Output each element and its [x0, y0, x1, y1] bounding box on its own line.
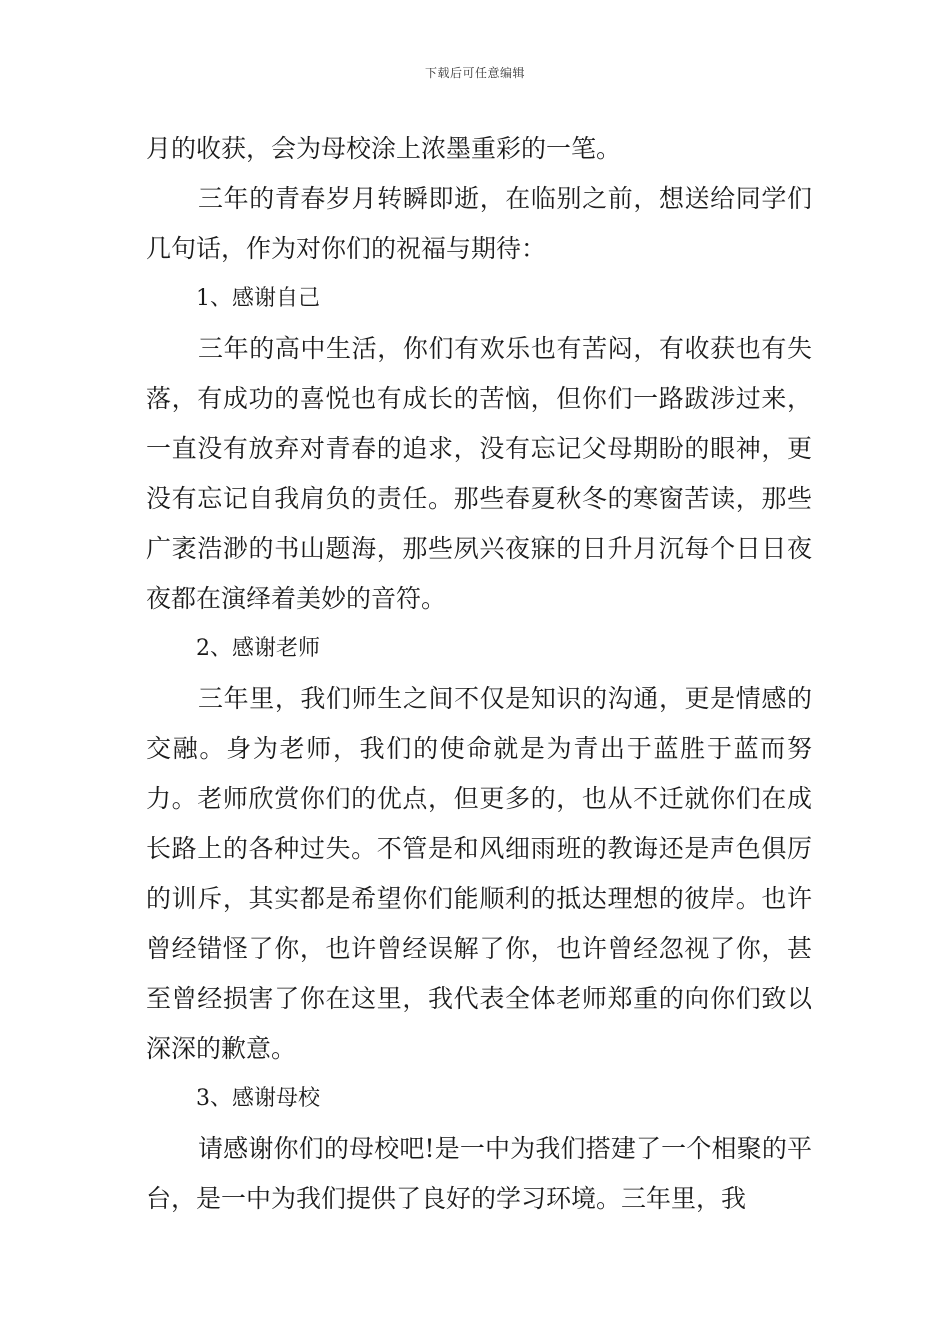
paragraph-intro: 三年的青春岁月转瞬即逝，在临别之前，想送给同学们几句话，作为对你们的祝福与期待：	[146, 184, 812, 263]
header-note: 下载后可任意编辑	[424, 66, 525, 80]
document-body	[146, 124, 812, 1224]
paragraph-thank-school: 请感谢你们的母校吧!是一中为我们搭建了一个相聚的平台，是一中为我们提供了良好的学习环境。三年里，我	[146, 1134, 812, 1213]
paragraph-thank-self: 三年的高中生活，你们有欢乐也有苦闷，有收获也有失落，有成功的喜悦也有成长的苦恼，但你们一路跋涉过来，一直没有放弃对青春的追求，没有忘记父母期盼的眼神，更没有忘记自我肩负的责任。那些春夏秋冬的寒窗苦读，那些广袤浩渺的书山题海，那些夙兴夜寐的日升月沉每个日日夜夜都在演绎着美妙的音符。	[146, 334, 812, 613]
section-heading-1: 1、感谢自己	[196, 286, 320, 311]
paragraph-thank-teachers: 三年里，我们师生之间不仅是知识的沟通，更是情感的交融。身为老师，我们的使命就是为青出于蓝胜于蓝而努力。老师欣赏你们的优点，但更多的，也从不迁就你们在成长路上的各种过失。不管是和风细雨班的教诲还是声色俱厉的训斥，其实都是希望你们能顺利的抵达理想的彼岸。也许曾经错怪了你，也许曾经误解了你，也许曾经忽视了你，甚至曾经损害了你在这里，我代表全体老师郑重的向你们致以深深的歉意。	[146, 684, 812, 1063]
paragraph-continuation: 月的收获，会为母校涂上浓墨重彩的一笔。	[146, 134, 622, 163]
section-heading-2: 2、感谢老师	[196, 636, 320, 661]
section-heading-3: 3、感谢母校	[196, 1086, 320, 1111]
